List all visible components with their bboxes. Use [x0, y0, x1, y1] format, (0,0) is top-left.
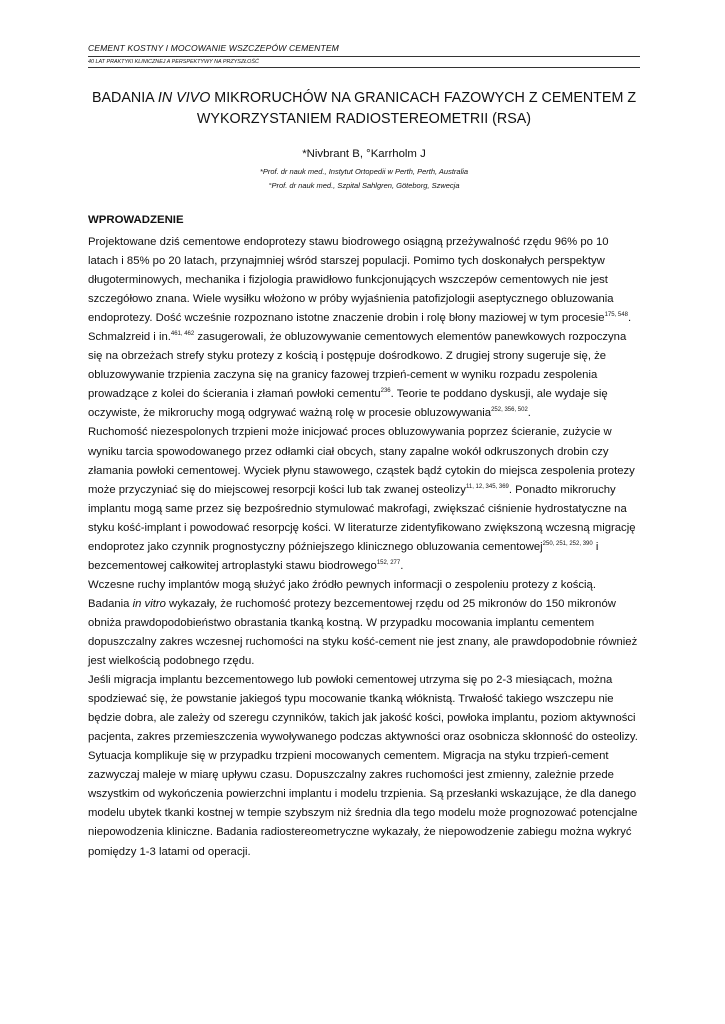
p3-italic: in vitro [132, 597, 166, 610]
paragraph-1 [88, 233, 640, 423]
p2-text-1: Ruchomość niezespolonych trzpieni może inicjować proces obluzowywania poprzez ścieranie, zużycie w wyniku tarcia spowodowanego przez odłamki ciał obcych, stany zapalne wokół odkruszonych drobin czy złamania powłoki cementowej. Wyciek płynu stawowego, cząstek bądź cytokin do miejsca zespolenia protezy może przyczyniać się do miejscowej resorpcji kości lub tak zwanej osteolizy [88, 426, 635, 496]
p1-text-1: Projektowane dziś cementowe endoprotezy stawu biodrowego osiągną przeżywalność rzędu 96% po 10 latach i 85% po 20 latach, przynajmniej wśród starszej populacji. Pomimo tych doskonałych perspektyw długoterminowych, mechanika i fizjologia prawidłowo funkcjonujących wszczepów cementowych nie jest szczegółowo znana. Wiele wysiłku włożono w próby wyjaśnienia patofizjologii aseptycznego obluzowania endoprotezy. Dość wcześnie rozpoznano istotne znaczenie drobin i rolę błony maziowej w tym procesie [88, 236, 614, 325]
citation-sup: 152, 277 [376, 559, 401, 566]
author-affiliation-1: *Prof. dr nauk med., Instytut Ortopedii w Perth, Perth, Australia [259, 167, 469, 176]
paragraph-2 [88, 423, 640, 575]
citation-sup: 252, 356, 502 [491, 407, 528, 414]
running-title: CEMENT KOSTNY I MOCOWANIE WSZCZEPÓW CEMENTEM [88, 43, 339, 53]
running-subtitle: 40 LAT PRAKTYKI KLINICZNEJ A PERSPEKTYWY NA PRZYSZŁOŚĆ [88, 59, 259, 65]
paragraph-4: Jeśli migracja implantu bezcementowego lub powłoki cementowej utrzyma się po 2-3 miesiącach, można spodziewać się, że powstanie jakiegoś typu mocowanie tkanką włóknistą. Trwałość takiego wszczepu nie będzie dobra, ale zależy od szeregu czynników, takich jak jakość kości, powłoka implantu, poziom aktywności pacjenta, zakres przemieszczenia wywoływanego podczas aktywności oraz osobnicza skłonność do osteolizy. [88, 674, 638, 744]
p1-text-3: zasugerowali, że obluzowywanie cementowych elementów panewkowych rozpoczyna się na obrzeżach strefy styku protezy z kością i postępuje dośrodkowo. Z drugiej strony sugeruje się, że obluzowywanie trzpienia zaczyna się na granicy fazowej trzpień-cement w wyniku rozpadu zespolenia prowadzące z kolei do ścierania i złamań powłoki cementu [88, 331, 627, 401]
header-rule-bottom [88, 67, 640, 68]
citation-sup: 11, 12, 345, 369 [465, 483, 509, 490]
paragraph-5: Sytuacja komplikuje się w przypadku trzpieni mocowanych cementem. Migracja na styku trzpień-cement zazwyczaj maleje w miarę upływu czasu. Dopuszczalny zakres ruchomości jest zmienny, zależnie przede wszystkim od wykończenia powierzchni implantu i modelu trzpienia. Są przesłanki wskazujące, że dla danego modelu ubytek tkanki kostnej w tempie szybszym niż średnia dla tego modelu może prognozować potencjalne niepowodzenia kliniczne. Badania radiostereometryczne wykazały, że niepowodzenie zabiegu można wykryć pomiędzy 1-3 latami od operacji. [88, 750, 638, 858]
p3-text-1: Wczesne ruchy implantów mogą służyć jako źródło pewnych informacji o zespoleniu protezy z kością. Badania [88, 578, 596, 610]
p2-text-4: . [400, 559, 404, 572]
p2-text-2: . Ponadto mikroruchy implantu mogą same przez się bezpośrednio stymulować makrofagi, zwiększać ciśnienie hydrostatyczne na styku kość-implant i powodować resorpcję kości. W literaturze zidentyfikowano zwiększoną wczesną migrację endoprotez jako czynnik prognostyczny późniejszego klinicznego obluzowania cementowej [88, 483, 636, 553]
section-heading: WPROWADZENIE [88, 214, 184, 226]
citation-sup: 461, 462 [170, 331, 195, 338]
header-rule-top [88, 56, 640, 57]
p2-text-3: i bezcementowej całkowitej artroplastyki stawu biodrowego [88, 540, 599, 572]
author-affiliation-2: °Prof. dr nauk med., Szpital Sahlgren, Göteborg, Szwecja [268, 181, 460, 190]
p1-text-2: . Schmalzreid i in. [88, 312, 632, 344]
title-part-2: MIKRORUCHÓW NA GRANICACH FAZOWYCH Z CEMENTEM Z WYKORZYSTANIEM RADIOSTEREOMETRII (RSA) [196, 90, 637, 127]
article-authors: *Nivbrant B, °Karrholm J [302, 148, 426, 160]
body-text [88, 233, 640, 862]
title-italic: IN VIVO [157, 90, 211, 106]
citation-sup: 236 [380, 388, 391, 395]
p1-text-4: . Teorie te poddano dyskusji, ale wydaje się oczywiste, że mikroruchy mogą odgrywać ważną rolę w procesie obluzowywania [88, 388, 608, 420]
article-title [88, 88, 640, 130]
citation-sup: 250, 251, 252, 390 [542, 540, 593, 547]
paragraph-3 [88, 576, 640, 671]
citation-sup: 175, 548 [604, 312, 628, 319]
p3-text-2: wykazały, że ruchomość protezy bezcementowej rzędu od 25 mikronów do 150 mikronów obniża prawdopodobieństwo obrastania tkanką kostną. W przypadku mocowania implantu cementem dopuszczalny zakres wczesnej ruchomości na styku kość-cement nie jest znany, ale prawdopodobnie również jest wielkością podobnego rzędu. [88, 597, 638, 668]
p1-text-5: . [527, 407, 531, 420]
title-part-1: BADANIA [91, 90, 158, 106]
